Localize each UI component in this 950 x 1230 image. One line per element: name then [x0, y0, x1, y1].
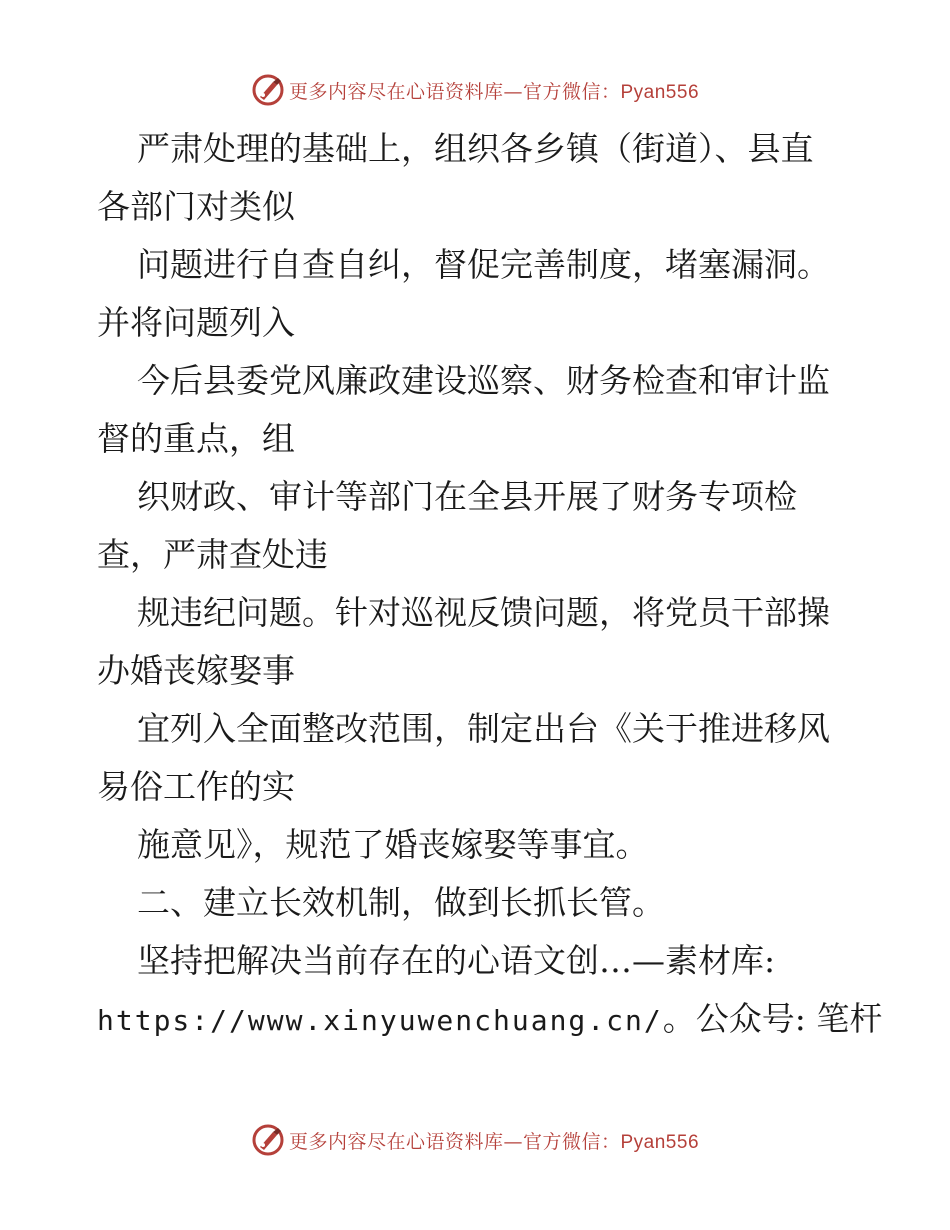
body-line: 宜列入全面整改范围，制定出台《关于推进移风	[137, 709, 830, 748]
header-banner-text: 更多内容尽在心语资料库—官方微信：Pyan556	[288, 80, 700, 103]
body-line: 规违纪问题。针对巡视反馈问题，将党员干部操	[137, 593, 830, 632]
footer-banner	[0, 1120, 950, 1160]
body-line: 易俗工作的实	[97, 767, 295, 806]
body-line: 查，严肃查处违	[97, 535, 328, 574]
footer-wechat-id: Pyan556	[620, 1131, 700, 1153]
body-line: 织财政、审计等部门在全县开展了财务专项检	[137, 477, 797, 516]
body-line: 督的重点，组	[97, 419, 295, 458]
brand-logo-icon	[251, 73, 285, 107]
footer-banner-text: 更多内容尽在心语资料库—官方微信：Pyan556	[288, 1130, 700, 1153]
url-line	[97, 990, 883, 1048]
brand-logo-icon	[251, 1123, 285, 1157]
body-line: 问题进行自查自纠，督促完善制度，堵塞漏洞。	[137, 245, 830, 284]
body-line: 并将问题列入	[97, 303, 295, 342]
url-suffix: 。公众号: 笔杆	[662, 999, 883, 1038]
body-line: 施意见》，规范了婚丧嫁娶等事宜。	[137, 825, 649, 864]
website-link[interactable]: https://www.xinyuwenchuang.cn/	[97, 1004, 663, 1037]
body-line: 各部门对类似	[97, 187, 295, 226]
body-line: 坚持把解决当前存在的心语文创…—素材库:	[137, 941, 776, 980]
header-banner	[0, 70, 950, 110]
body-line: 今后县委党风廉政建设巡察、财务检查和审计监	[137, 361, 830, 400]
section-heading: 二、建立长效机制，做到长抓长管。	[137, 883, 665, 922]
header-wechat-id: Pyan556	[620, 81, 700, 103]
document-body	[97, 120, 883, 1048]
body-line: 严肃处理的基础上，组织各乡镇（街道）、县直	[137, 129, 814, 168]
body-line: 办婚丧嫁娶事	[97, 651, 295, 690]
